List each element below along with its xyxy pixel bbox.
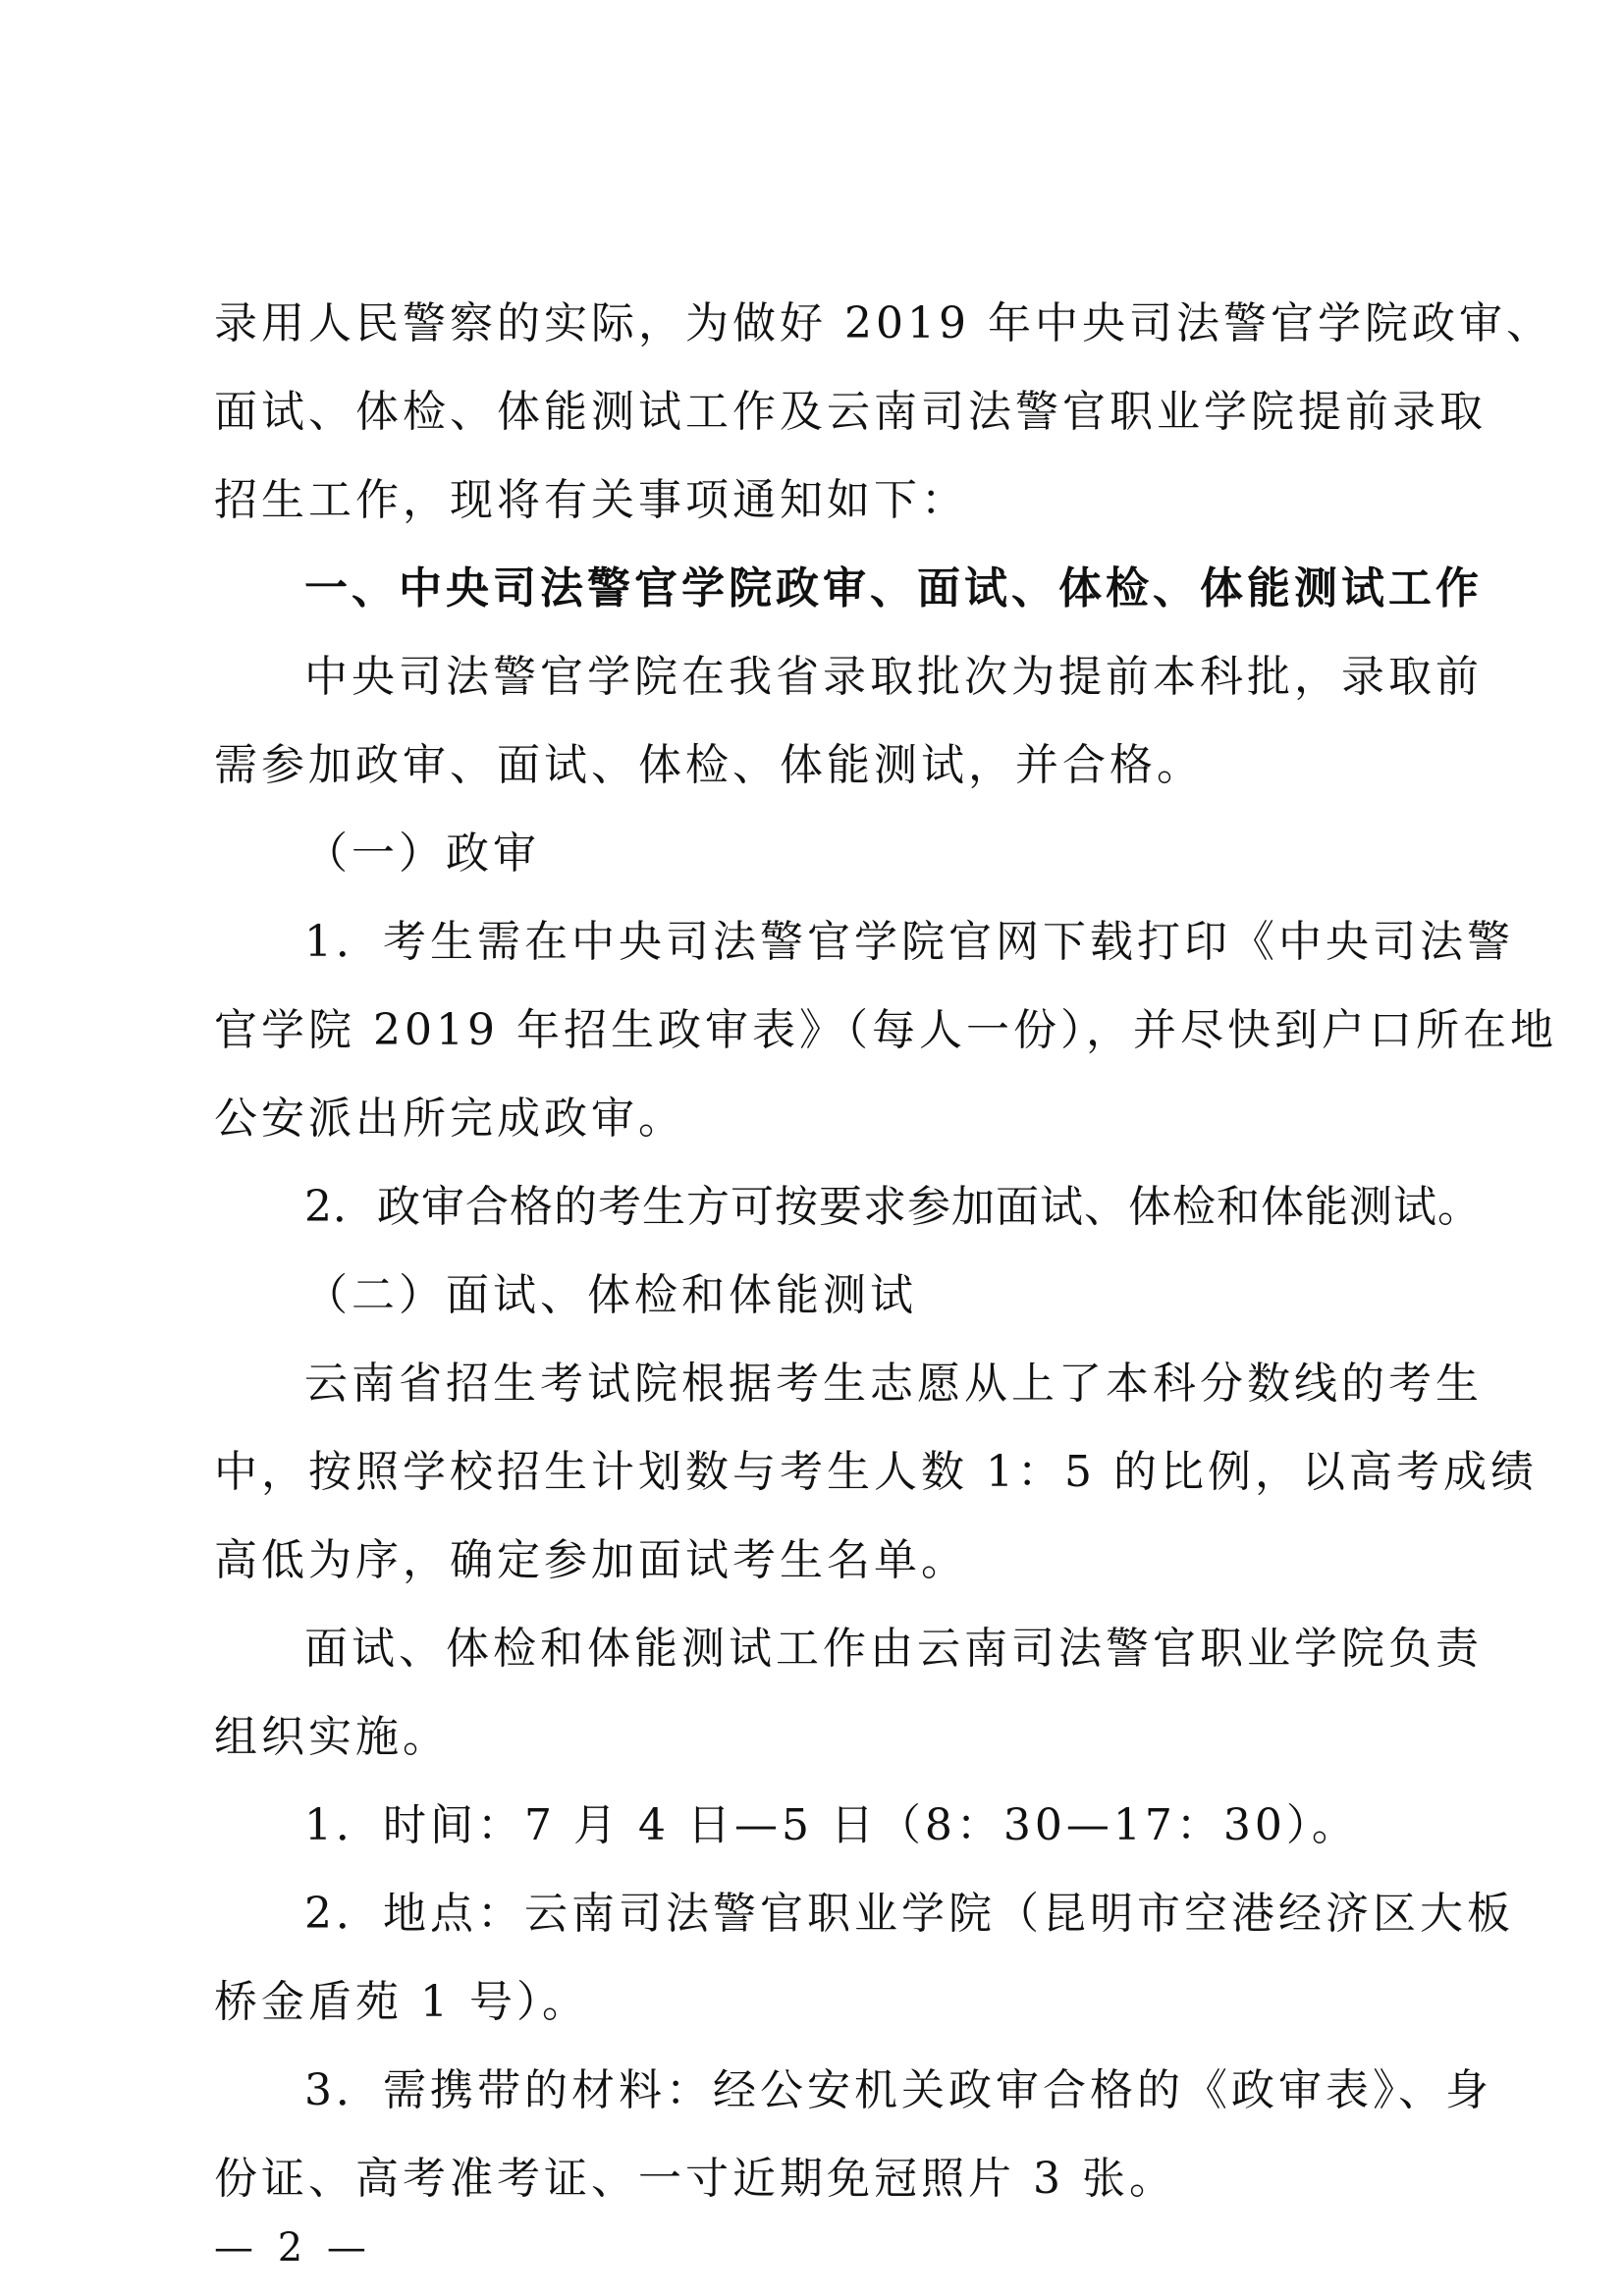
list-item-text: 公安派出所完成政审。 — [214, 1094, 685, 1144]
list-item-text: 桥金盾苑 1 号）。 — [214, 1977, 589, 2027]
body-text-line: 高低为序，确定参加面试考生名单。 — [214, 1535, 968, 1585]
list-item-text: 官学院 2019 年招生政审表》（每人一份），并尽快到户口所在地 — [214, 1005, 1557, 1055]
body-text-line: 面试、体检、体能测试工作及云南司法警官职业学院提前录取 — [214, 387, 1487, 437]
list-item-text: 份证、高考准考证、一寸近期免冠照片 3 张。 — [214, 2154, 1176, 2204]
list-item-text: 3．需携带的材料：经公安机关政审合格的《政审表》、身 — [304, 2065, 1492, 2115]
list-item-text: 2．政审合格的考生方可按要求参加面试、体检和体能测试。 — [304, 1182, 1482, 1232]
body-text-line: 云南省招生考试院根据考生志愿从上了本科分数线的考生 — [304, 1359, 1483, 1409]
body-text-line: 中央司法警官学院在我省录取批次为提前本科批，录取前 — [304, 652, 1483, 702]
subsection-heading: （二）面试、体检和体能测试 — [304, 1270, 917, 1320]
list-item-text: 1．时间：7 月 4 日—5 日（8：30—17：30）。 — [304, 1800, 1359, 1850]
body-text-line: 招生工作，现将有关事项通知如下： — [214, 475, 968, 525]
list-item-text: 2．地点：云南司法警官职业学院（昆明市空港经济区大板 — [304, 1889, 1514, 1939]
body-text-line: 录用人民警察的实际，为做好 2019 年中央司法警官学院政审、 — [214, 298, 1553, 348]
list-item-text: 1．考生需在中央司法警官学院官网下载打印《中央司法警 — [304, 917, 1514, 967]
page-number: — 2 — — [214, 2225, 372, 2270]
section-heading: 一、中央司法警官学院政审、面试、体检、体能测试工作 — [304, 563, 1483, 614]
body-text-line: 中，按照学校招生计划数与考生人数 1：5 的比例，以高考成绩 — [214, 1447, 1538, 1497]
subsection-heading: （一）政审 — [304, 828, 540, 879]
body-text-line: 组织实施。 — [214, 1712, 450, 1762]
body-text-line: 需参加政审、面试、体检、体能测试，并合格。 — [214, 740, 1204, 790]
body-text-line: 面试、体检和体能测试工作由云南司法警官职业学院负责 — [304, 1624, 1483, 1674]
